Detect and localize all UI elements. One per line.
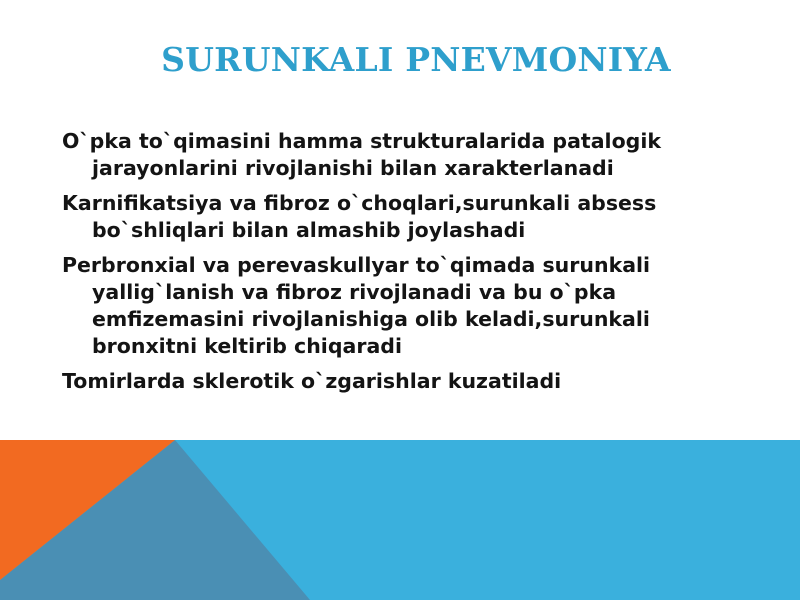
paragraph-4: Tomirlarda sklerotik o`zgarishlar kuzatiladi xyxy=(62,369,562,393)
paragraph-2: Karnifikatsiya va fibroz o`choqlari,surunkali absess bo`shliqlari bilan almashib joylashadi xyxy=(62,191,657,242)
slide-title: SURUNKALI PNEVMONIYA xyxy=(161,40,671,79)
paragraph-1: O`pka to`qimasini hamma strukturalarida patalogik jarayonlarini rivojlanishi bilan xarakterlanadi xyxy=(62,129,661,180)
paragraph-3: Perbronxial va perevaskullyar to`qimada surunkali yallig`lanish va fibroz rivojlanadi va bu o`pka emfizemasini rivojlanishiga olib keladi,surunkali bronxitni keltirib chiqaradi xyxy=(62,253,651,358)
slide-body xyxy=(62,128,752,403)
